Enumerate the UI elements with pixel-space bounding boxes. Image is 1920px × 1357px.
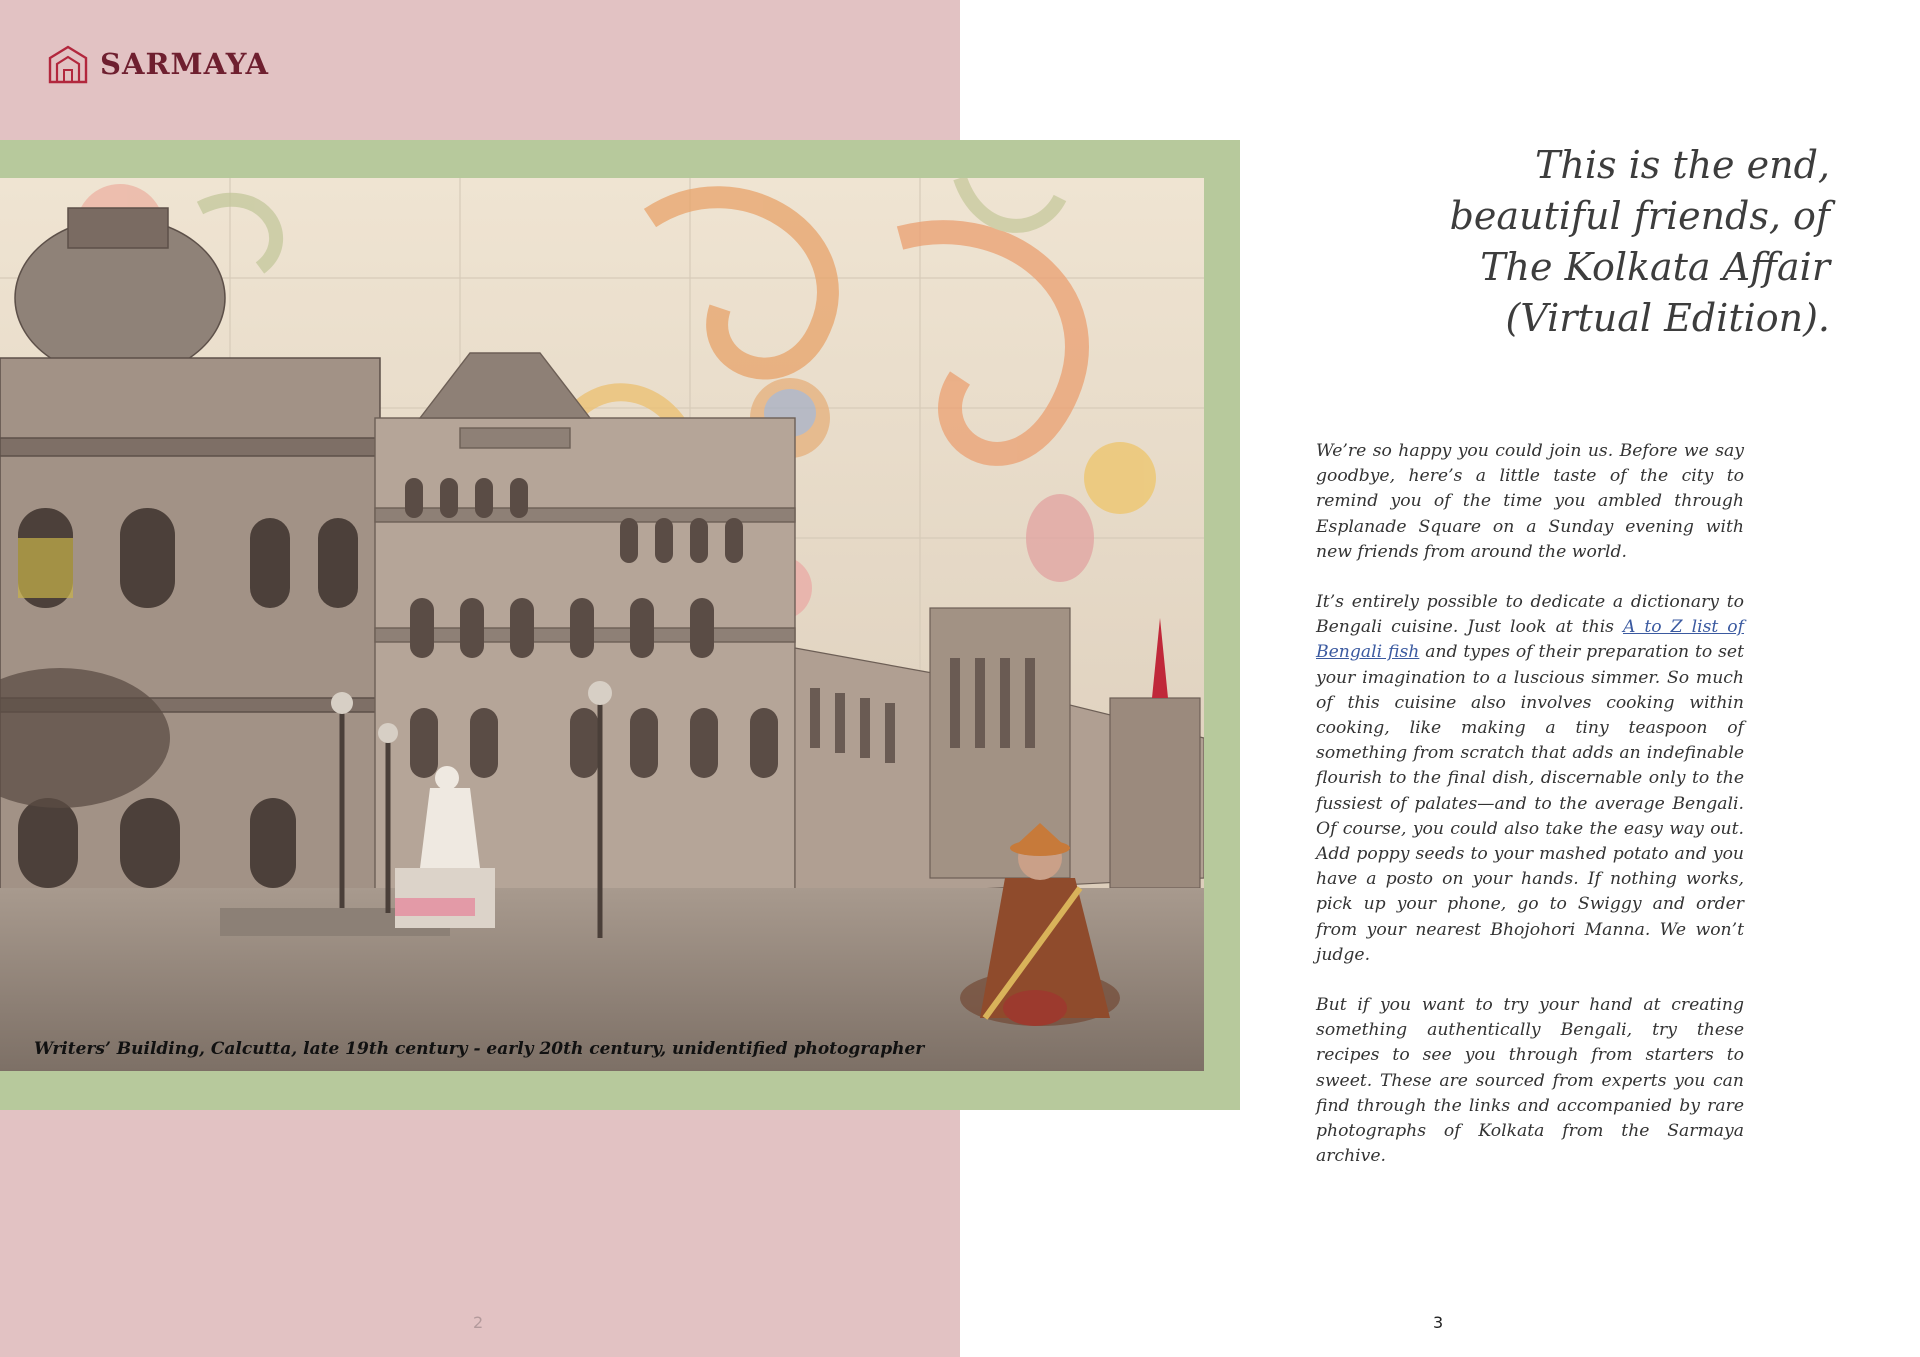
page-number-right: 3: [1433, 1313, 1444, 1332]
brand-logo[interactable]: [46, 44, 269, 84]
paragraph-intro: We’re so happy you could join us. Before we say goodbye, here’s a little taste of the city to remind you of the time you ambled through Esplanade Square on a Sunday evening with new friends from around the world.: [1316, 441, 1744, 562]
brand-name: SARMAYA: [100, 47, 270, 81]
headline-line: beautiful friends, of: [1449, 194, 1830, 238]
headline: [1270, 140, 1830, 344]
headline-line: (Virtual Edition).: [1505, 296, 1830, 340]
article-body: [1316, 439, 1744, 1194]
photo-caption: Writers’ Building, Calcutta, late 19th century - early 20th century, unidentified photographer: [34, 1039, 925, 1059]
photo-illustration: [0, 178, 1204, 1071]
bengali-fish-link[interactable]: A to Z list of Bengali fish: [1316, 617, 1744, 663]
writers-building-photo: [0, 178, 1204, 1071]
paragraph-cuisine-start: It’s entirely possible to dedicate a dictionary to Bengali cuisine. Just look at this: [1316, 592, 1744, 638]
paragraph-recipes: But if you want to try your hand at creating something authentically Bengali, try these recipes to see you through from starters to sweet. These are sourced from experts you can find through the links and accompanied by rare photographs of Kolkata from the Sarmaya archive.: [1316, 995, 1744, 1167]
photo-frame: [0, 140, 1240, 1110]
headline-line: This is the end,: [1535, 143, 1830, 187]
page-number-left: 2: [473, 1313, 484, 1332]
paragraph-cuisine-end: and types of their preparation to set your imagination to a luscious simmer. So much of this cuisine also involves cooking within cooking, like making a tiny teaspoon of something from scratch that adds an indefinable flourish to the final dish, discernable only to the fussiest of palates—and to the average Bengali. Of course, you could also take the easy way out. Add poppy seeds to your mashed potato and you have a posto on your hands. If nothing works, pick up your phone, go to Swiggy and order from your nearest Bhojohori Manna. We won’t judge.: [1316, 642, 1744, 965]
paragraph-cuisine: [1316, 590, 1744, 968]
sarmaya-house-icon: [46, 44, 90, 84]
headline-line: The Kolkata Affair: [1480, 245, 1830, 289]
